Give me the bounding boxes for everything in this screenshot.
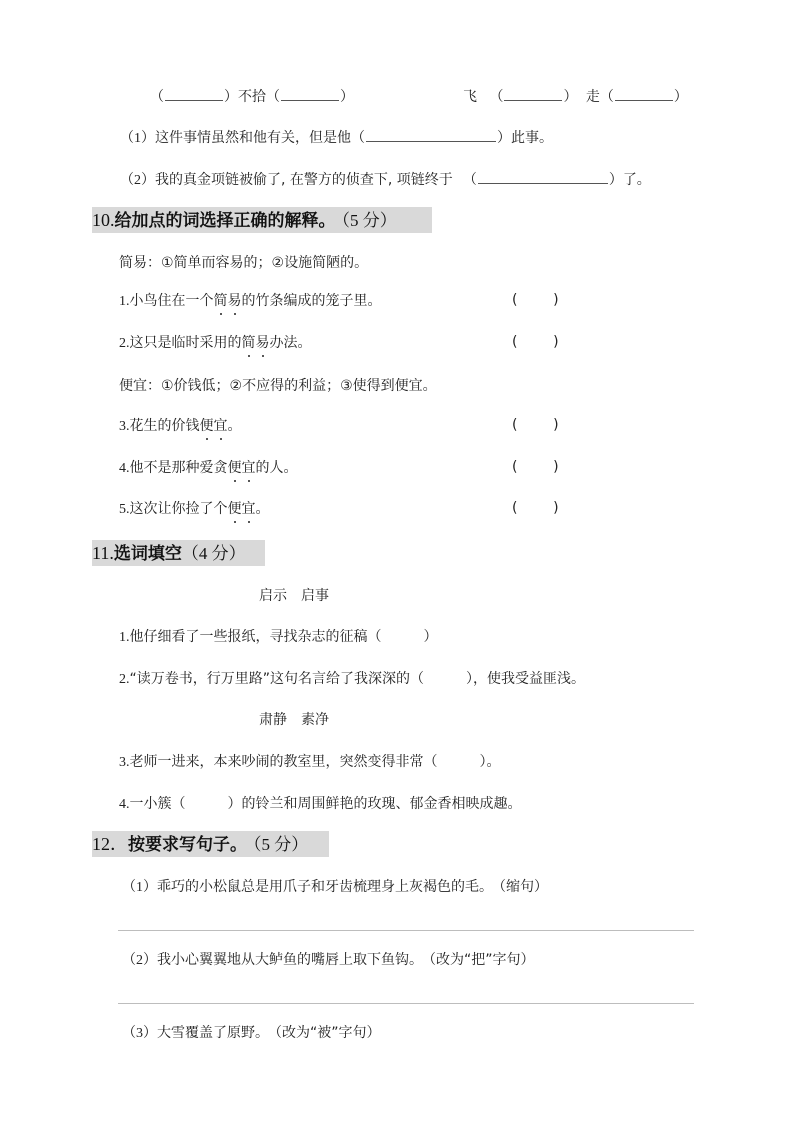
section12-item-2 [122,951,535,970]
item-text: 老师一进来，本来吵闹的教室里，突然变得非常（ ）。 [129,754,501,770]
dotted-char: 便 [227,501,242,517]
close-paren: ） [340,89,354,105]
section12-item-1 [122,878,548,897]
section-number: 10. [92,210,115,230]
dotted-char: 简 [213,293,228,309]
idiom-fragment: 不拾 [238,89,266,105]
open-paren: （ [489,89,504,105]
question-text-end: 了。 [622,172,651,188]
item-requirement: （缩句） [499,879,548,895]
item-text: 。 [227,418,242,434]
idiom-fragment: 走 [585,89,600,105]
item-number: 5. [119,502,130,517]
section10-item-1 [119,292,382,311]
item-text: 我小心翼翼地从大鲈鱼的嘴唇上取下鱼钩。 [157,952,423,968]
item-text: 的竹条编成的笼子里。 [241,293,382,309]
item-text: 乖巧的小松鼠总是用爪子和牙齿梳理身上灰褐色的毛。 [157,879,493,895]
dotted-char: 宜 [241,501,256,517]
item-text: 大雪覆盖了原野。 [157,1025,269,1041]
idiom-question-1: （1）这件事情虽然和他有关，但是他（ ）此事。 [120,130,553,146]
answer-parens[interactable]: ( ) [512,292,559,308]
item-number: 4. [119,797,130,812]
section10-item-5 [119,500,270,519]
answer-line[interactable] [118,930,694,931]
item-text: 一小簇（ ）的铃兰和周围鲜艳的玫瑰、郁金香相映成趣。 [129,796,522,812]
idiom-question-2: （2）我的真金项链被偷了, 在警方的侦查下, 项链终于 （ ）了。 [120,172,651,188]
definition-jianyi: 简易：①简单而容易的；②设施简陋的。 [119,255,369,271]
item-number: 2. [119,672,130,687]
section11-item-3 [119,753,501,772]
question-text-end: 此事。 [511,130,553,146]
dotted-char: 简 [241,335,256,351]
item-text: 他不是那种爱贪 [129,460,228,476]
item-requirement: （改为“被”字句） [275,1025,381,1041]
question-label: （2） [120,173,155,188]
section10-item-2 [119,334,312,353]
answer-line[interactable] [118,1003,694,1004]
question-label: （1） [120,131,155,146]
item-number: 3. [119,755,130,770]
item-text: 花生的价钱 [129,418,200,434]
close-paren: ） [563,89,578,105]
answer-blank[interactable] [478,171,608,184]
dotted-char: 宜 [241,460,256,476]
close-paren: ） [224,89,238,105]
item-number: 1. [119,294,130,309]
section-11-heading [92,540,265,566]
section10-item-3 [119,417,242,436]
section12-item-3 [122,1024,381,1043]
section-10-heading [92,207,432,233]
answer-parens[interactable]: ( ) [512,459,559,475]
answer-parens[interactable]: ( ) [512,500,559,516]
item-number: 3. [119,419,130,434]
idiom-fill-1 [150,88,354,106]
item-text: 这次让你捡了个 [129,501,228,517]
item-requirement: （改为“把”字句） [429,952,535,968]
question-text: 我的真金项链被偷了, 在警方的侦查下, 项链终于 [155,172,453,188]
answer-blank[interactable] [165,88,223,101]
answer-parens[interactable]: ( ) [512,417,559,433]
item-label: （3） [122,1026,157,1041]
section11-item-2 [119,670,585,689]
word-choices-2: 肃静 素净 [259,712,329,728]
item-text: 。 [255,501,270,517]
section11-item-4 [119,795,522,814]
answer-blank[interactable] [366,129,496,142]
item-text: 他仔细看了一些报纸，寻找杂志的征稿（ ） [129,629,438,645]
open-paren: （ [599,89,614,105]
item-number: 4. [119,461,130,476]
section-title: 选词填空 [113,544,182,564]
item-label: （1） [122,880,157,895]
item-text: 的人。 [255,460,298,476]
section-title: 给加点的词选择正确的解释。 [114,211,336,231]
section-number: 11. [92,543,114,563]
item-text: “读万卷书，行万里路”这句名言给了我深深的（ ），使我受益匪浅。 [129,671,586,687]
answer-blank[interactable] [504,88,562,101]
dotted-char: 易 [227,293,242,309]
dotted-char: 便 [227,460,242,476]
section-number: 12． [92,834,128,854]
dotted-char: 便 [199,418,214,434]
idiom-fragment: 飞 [463,89,477,105]
word-choices-1: 启示 启事 [259,588,329,604]
item-label: （2） [122,953,157,968]
question-text: 这件事情虽然和他有关，但是他 [155,130,351,146]
section-12-heading [92,831,329,857]
answer-blank[interactable] [281,88,339,101]
idiom-fill-2 [463,88,688,106]
item-number: 1. [119,630,130,645]
section10-item-4 [119,459,298,478]
section-title: 按要求写句子。 [128,835,247,855]
open-paren: （ [150,89,164,105]
answer-parens[interactable]: ( ) [512,334,559,350]
close-paren: ） [673,89,688,105]
item-text: 办法。 [269,335,312,351]
open-paren: （ [266,89,280,105]
section-points: （5 分） [253,835,309,854]
item-text: 小鸟住在一个 [129,293,214,309]
item-text: 这只是临时采用的 [129,335,242,351]
dotted-char: 宜 [213,418,228,434]
definition-pianyi: 便宜：①价钱低；②不应得的利益；③使得到便宜。 [119,378,437,394]
section-points: （4 分） [181,544,246,563]
answer-blank[interactable] [615,88,673,101]
dotted-char: 易 [255,335,270,351]
item-number: 2. [119,336,130,351]
section11-item-1 [119,628,438,647]
section-points: （5 分） [341,211,397,230]
